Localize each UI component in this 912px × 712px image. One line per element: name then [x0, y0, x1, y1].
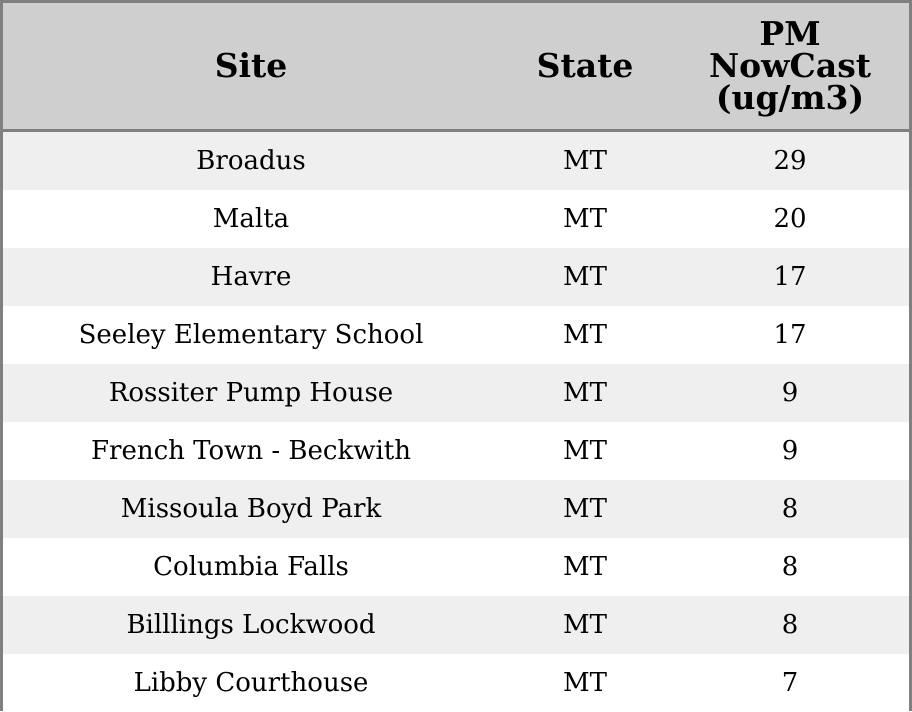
cell-pm: 7	[781, 668, 799, 698]
table-row	[3, 306, 909, 364]
header-pm-line2: NowCast	[708, 46, 872, 85]
header-pm-line1: PM	[759, 14, 821, 53]
cell-state: MT	[563, 378, 607, 408]
table-row	[3, 248, 909, 306]
cell-state: MT	[563, 552, 607, 582]
cell-site: French Town - Beckwith	[90, 436, 412, 466]
cell-site: Malta	[212, 204, 290, 234]
cell-pm: 29	[773, 146, 807, 176]
cell-state: MT	[563, 610, 607, 640]
cell-state: MT	[563, 494, 607, 524]
table-row	[3, 480, 909, 538]
header-site-label: Site	[214, 46, 288, 85]
cell-site: Libby Courthouse	[133, 668, 369, 698]
cell-state: MT	[563, 146, 607, 176]
header-state	[499, 3, 671, 129]
table-row	[3, 422, 909, 480]
cell-site: Broadus	[196, 146, 306, 176]
cell-site: Seeley Elementary School	[78, 320, 424, 350]
table-row	[3, 538, 909, 596]
cell-state: MT	[563, 436, 607, 466]
cell-state: MT	[563, 668, 607, 698]
cell-state: MT	[563, 262, 607, 292]
table-body	[3, 132, 909, 712]
table-row	[3, 132, 909, 190]
cell-site: Rossiter Pump House	[108, 378, 394, 408]
table-row	[3, 190, 909, 248]
table-row	[3, 364, 909, 422]
cell-pm: 8	[781, 494, 799, 524]
cell-site: Billlings Lockwood	[126, 610, 376, 640]
cell-pm: 8	[781, 552, 799, 582]
table-row	[3, 654, 909, 712]
cell-site: Missoula Boyd Park	[120, 494, 382, 524]
header-site	[3, 3, 499, 129]
cell-pm: 9	[781, 436, 799, 466]
header-pm-label	[708, 14, 872, 117]
cell-pm: 8	[781, 610, 799, 640]
header-pm-line3: (ug/m3)	[715, 78, 865, 117]
header-state-label: State	[536, 46, 634, 85]
cell-state: MT	[563, 320, 607, 350]
cell-state: MT	[563, 204, 607, 234]
cell-pm: 9	[781, 378, 799, 408]
table-row	[3, 596, 909, 654]
cell-pm: 17	[773, 262, 807, 292]
cell-pm: 20	[773, 204, 807, 234]
cell-pm: 17	[773, 320, 807, 350]
cell-site: Havre	[210, 262, 292, 292]
header-pm	[671, 3, 909, 129]
cell-site: Columbia Falls	[153, 552, 349, 582]
table-header	[3, 3, 909, 132]
